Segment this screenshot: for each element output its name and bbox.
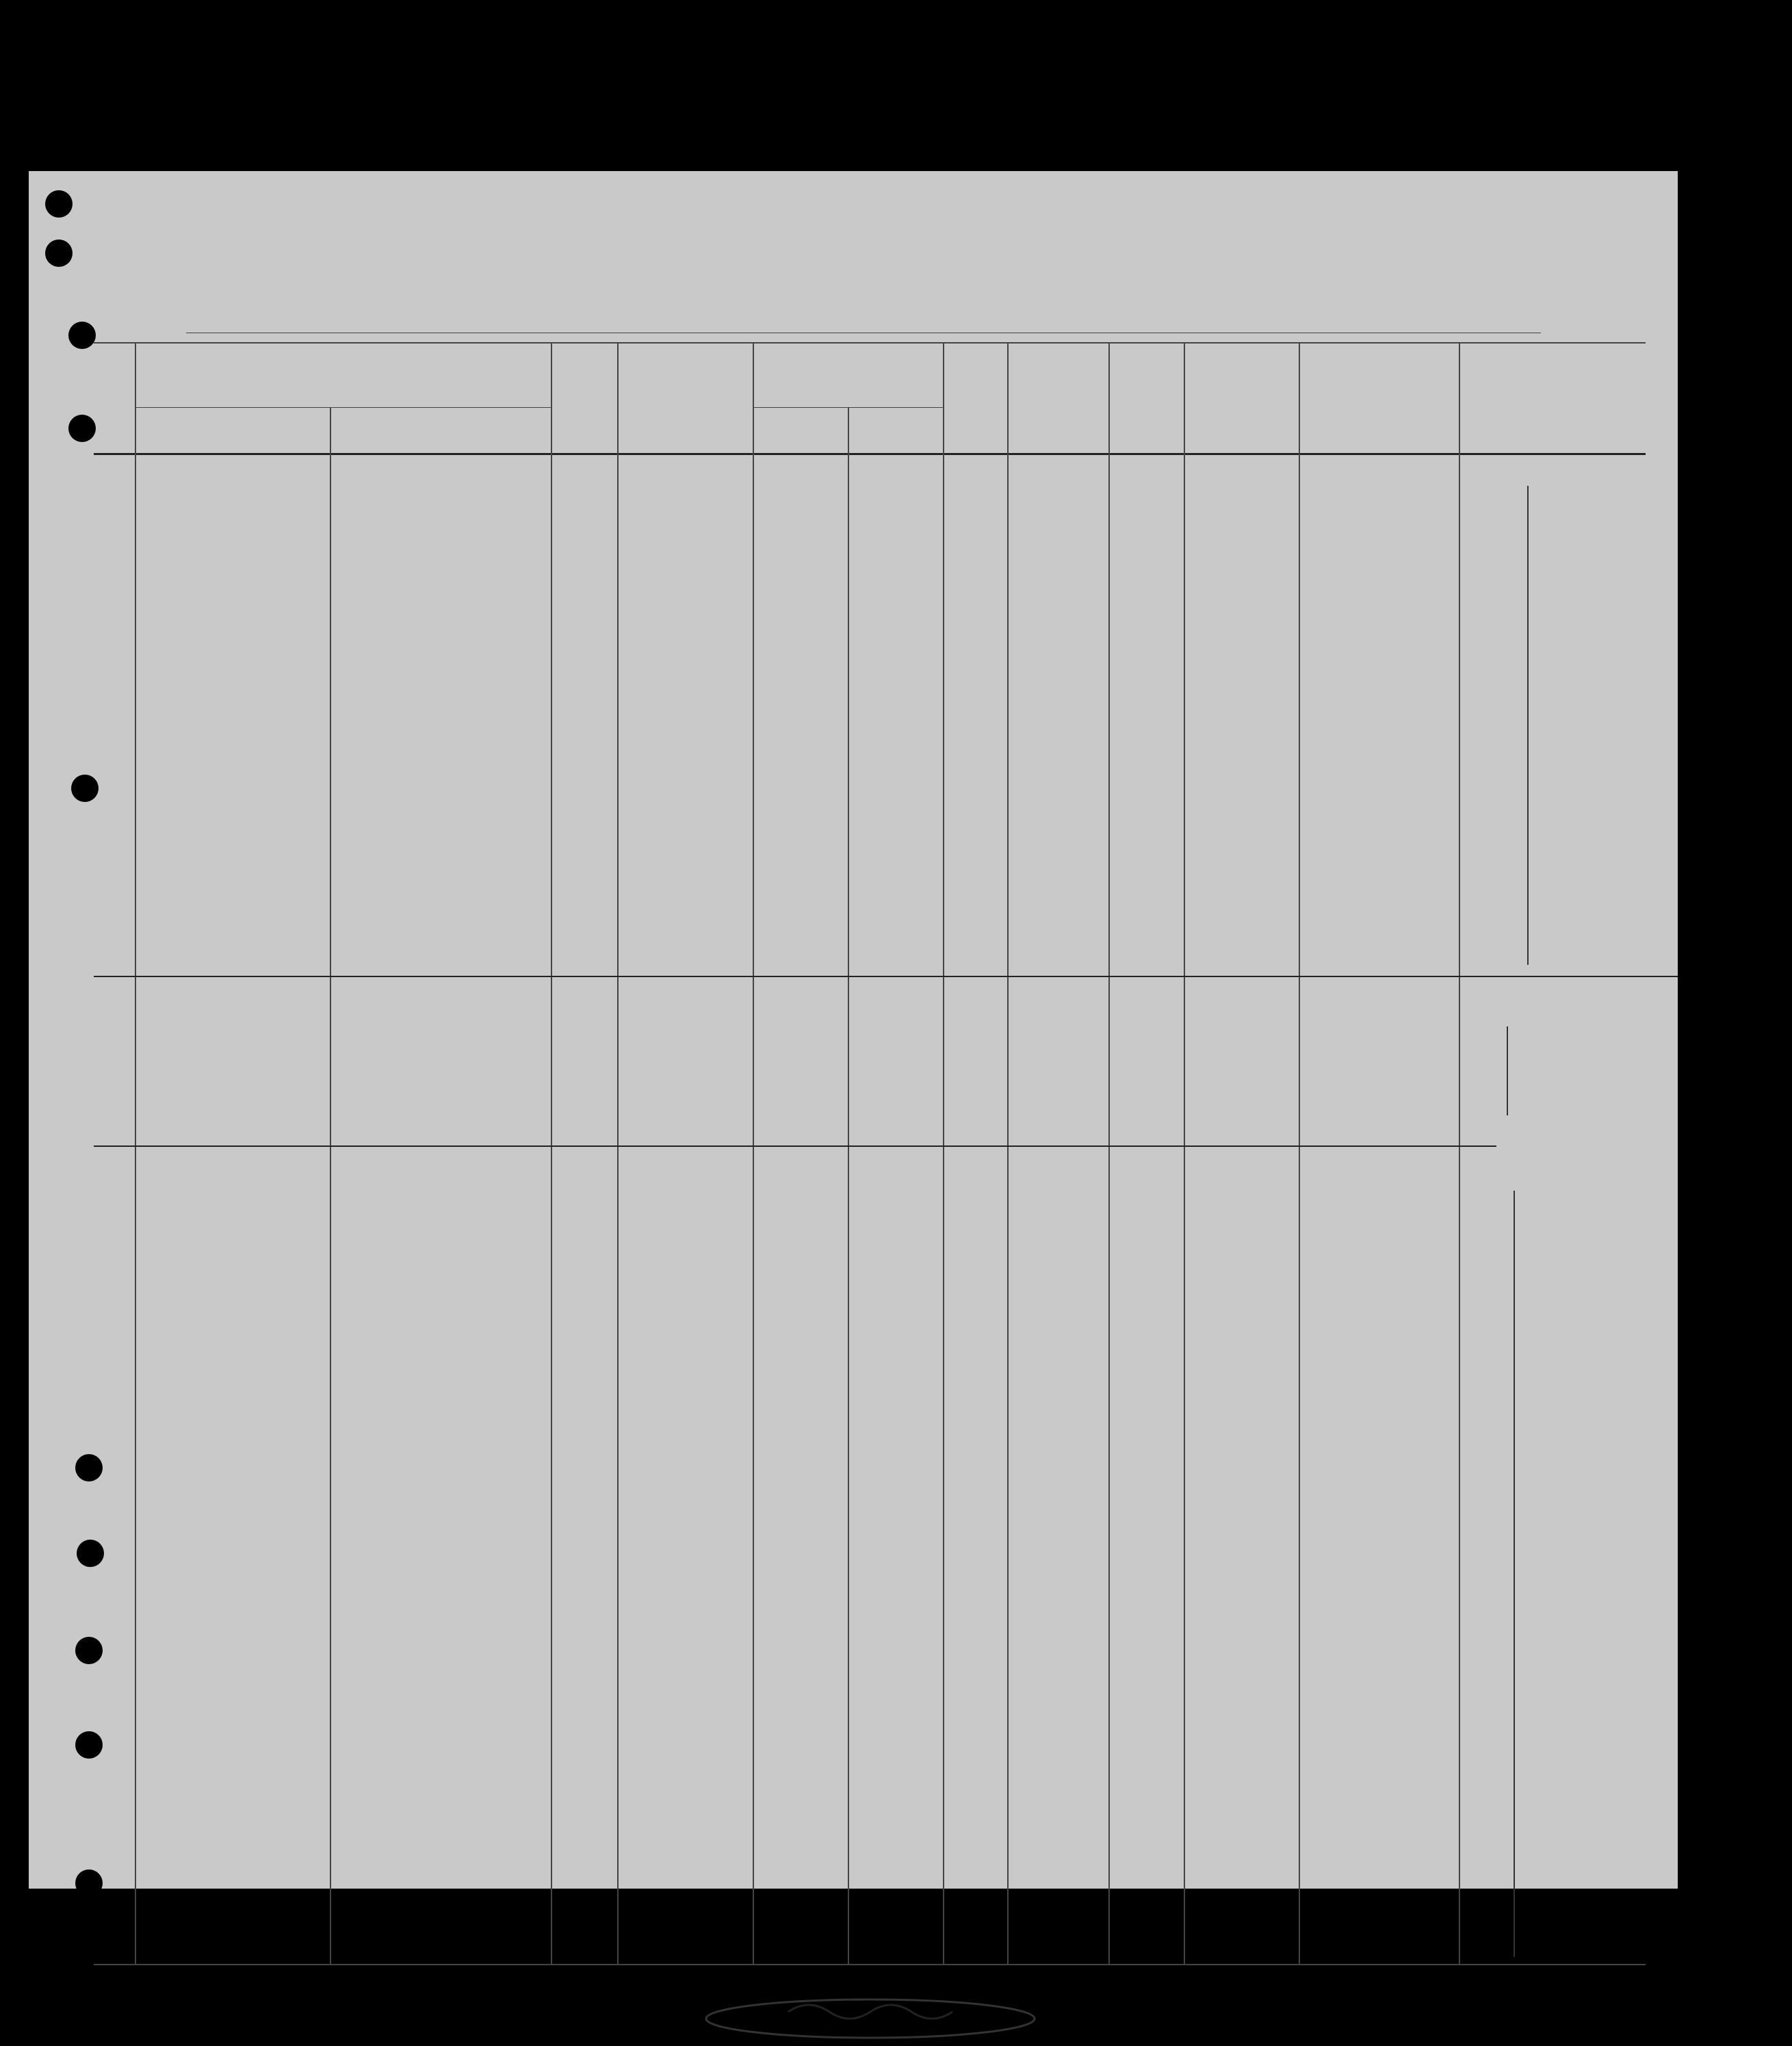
punch-hole xyxy=(68,322,96,349)
manifest-sheet xyxy=(29,171,1678,1889)
punch-hole xyxy=(75,1869,103,1897)
punch-hole xyxy=(68,415,96,442)
punch-hole xyxy=(45,190,73,218)
punch-hole xyxy=(71,775,99,802)
punch-hole xyxy=(45,239,73,267)
punch-hole xyxy=(75,1454,103,1481)
purser-signature xyxy=(686,1991,1041,2046)
punch-hole xyxy=(75,1637,103,1664)
punch-hole xyxy=(77,1540,104,1567)
punch-hole xyxy=(75,1731,103,1759)
